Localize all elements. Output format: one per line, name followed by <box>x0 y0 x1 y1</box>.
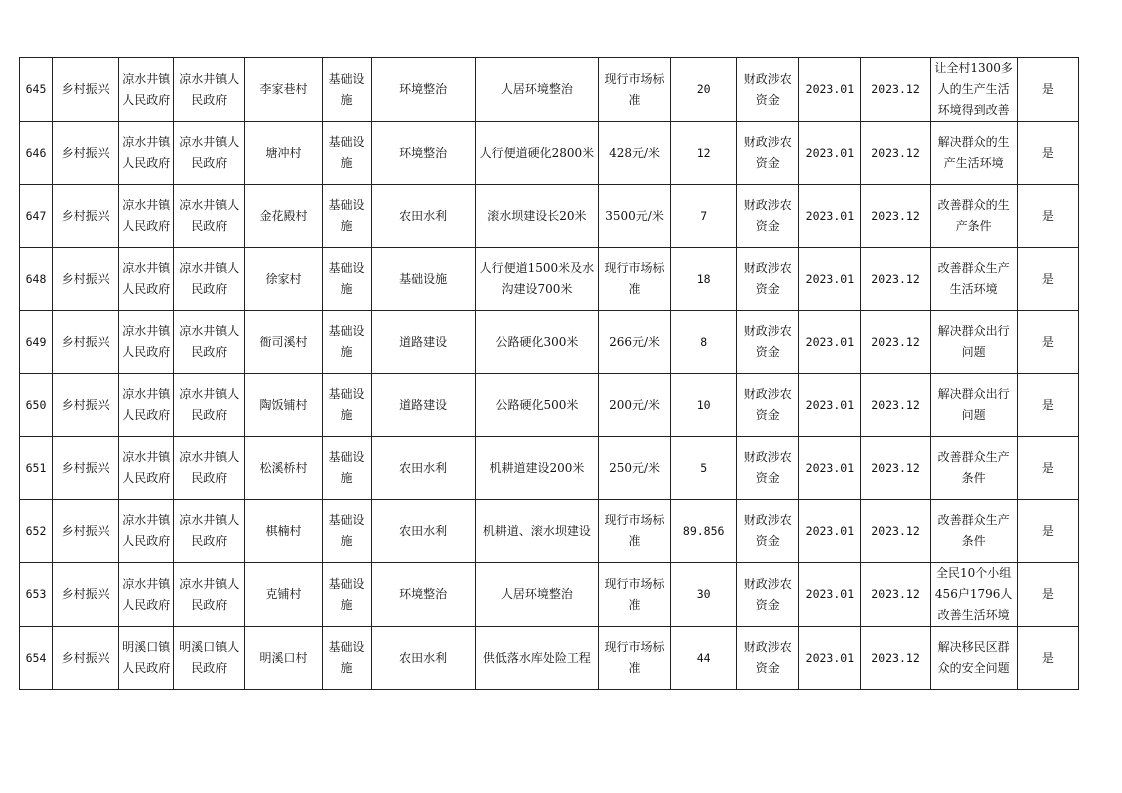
village-cell: 金花殿村 <box>245 185 322 248</box>
table-row <box>20 374 1079 437</box>
end-date-cell: 2023.12 <box>861 185 930 248</box>
responsible-unit-cell: 凉水井镇人民政府 <box>119 185 174 248</box>
implementing-unit-cell: 凉水井镇人民政府 <box>174 58 245 122</box>
table-row <box>20 627 1079 690</box>
fund-amount-cell: 7 <box>671 185 737 248</box>
fund-amount-cell: 89.856 <box>671 500 737 563</box>
implementing-unit-cell: 凉水井镇人民政府 <box>174 248 245 311</box>
project-subtype-cell: 农田水利 <box>371 627 475 690</box>
implementing-unit-cell: 凉水井镇人民政府 <box>174 122 245 185</box>
subsidy-standard-cell: 200元/米 <box>599 374 671 437</box>
implementing-unit-cell: 凉水井镇人民政府 <box>174 563 245 627</box>
row-number-cell: 646 <box>20 122 53 185</box>
construction-content-cell: 人居环境整治 <box>475 58 598 122</box>
table-row <box>20 248 1079 311</box>
start-date-cell: 2023.01 <box>799 437 861 500</box>
end-date-cell: 2023.12 <box>861 374 930 437</box>
village-cell: 棋楠村 <box>245 500 322 563</box>
village-cell: 松溪桥村 <box>245 437 322 500</box>
responsible-unit-cell: 凉水井镇人民政府 <box>119 563 174 627</box>
start-date-cell: 2023.01 <box>799 185 861 248</box>
benefit-cell: 改善群众的生产条件 <box>930 185 1017 248</box>
benefit-cell: 改善群众生产条件 <box>930 437 1017 500</box>
row-number-cell: 654 <box>20 627 53 690</box>
project-type-cell: 基础设施 <box>322 122 371 185</box>
start-date-cell: 2023.01 <box>799 311 861 374</box>
subsidy-standard-cell: 428元/米 <box>599 122 671 185</box>
table-row <box>20 500 1079 563</box>
benefit-cell: 解决群众出行问题 <box>930 311 1017 374</box>
row-number-cell: 650 <box>20 374 53 437</box>
row-number-cell: 652 <box>20 500 53 563</box>
flag-cell: 是 <box>1017 185 1078 248</box>
flag-cell: 是 <box>1017 627 1078 690</box>
subsidy-standard-cell: 现行市场标准 <box>599 58 671 122</box>
end-date-cell: 2023.12 <box>861 563 930 627</box>
responsible-unit-cell: 凉水井镇人民政府 <box>119 248 174 311</box>
category-cell: 乡村振兴 <box>53 437 119 500</box>
category-cell: 乡村振兴 <box>53 563 119 627</box>
implementing-unit-cell: 凉水井镇人民政府 <box>174 374 245 437</box>
responsible-unit-cell: 凉水井镇人民政府 <box>119 122 174 185</box>
construction-content-cell: 公路硬化300米 <box>475 311 598 374</box>
end-date-cell: 2023.12 <box>861 437 930 500</box>
flag-cell: 是 <box>1017 122 1078 185</box>
implementing-unit-cell: 凉水井镇人民政府 <box>174 311 245 374</box>
start-date-cell: 2023.01 <box>799 248 861 311</box>
category-cell: 乡村振兴 <box>53 122 119 185</box>
responsible-unit-cell: 凉水井镇人民政府 <box>119 500 174 563</box>
project-type-cell: 基础设施 <box>322 563 371 627</box>
fund-source-cell: 财政涉农资金 <box>737 563 799 627</box>
category-cell: 乡村振兴 <box>53 500 119 563</box>
project-type-cell: 基础设施 <box>322 248 371 311</box>
benefit-cell: 改善群众生产生活环境 <box>930 248 1017 311</box>
fund-amount-cell: 10 <box>671 374 737 437</box>
project-type-cell: 基础设施 <box>322 58 371 122</box>
construction-content-cell: 人居环境整治 <box>475 563 598 627</box>
benefit-cell: 解决群众的生产生活环境 <box>930 122 1017 185</box>
fund-source-cell: 财政涉农资金 <box>737 311 799 374</box>
benefit-cell: 全民10个小组456户1796人改善生活环境 <box>930 563 1017 627</box>
table-row <box>20 185 1079 248</box>
row-number-cell: 653 <box>20 563 53 627</box>
flag-cell: 是 <box>1017 58 1078 122</box>
flag-cell: 是 <box>1017 563 1078 627</box>
flag-cell: 是 <box>1017 248 1078 311</box>
table-row <box>20 58 1079 122</box>
benefit-cell: 解决群众出行问题 <box>930 374 1017 437</box>
fund-source-cell: 财政涉农资金 <box>737 58 799 122</box>
responsible-unit-cell: 凉水井镇人民政府 <box>119 311 174 374</box>
fund-amount-cell: 30 <box>671 563 737 627</box>
end-date-cell: 2023.12 <box>861 248 930 311</box>
subsidy-standard-cell: 现行市场标准 <box>599 500 671 563</box>
flag-cell: 是 <box>1017 311 1078 374</box>
project-subtype-cell: 道路建设 <box>371 311 475 374</box>
fund-amount-cell: 8 <box>671 311 737 374</box>
implementing-unit-cell: 凉水井镇人民政府 <box>174 500 245 563</box>
start-date-cell: 2023.01 <box>799 122 861 185</box>
project-type-cell: 基础设施 <box>322 374 371 437</box>
project-type-cell: 基础设施 <box>322 627 371 690</box>
project-subtype-cell: 环境整治 <box>371 122 475 185</box>
subsidy-standard-cell: 现行市场标准 <box>599 627 671 690</box>
table-body <box>20 58 1079 690</box>
project-type-cell: 基础设施 <box>322 185 371 248</box>
subsidy-standard-cell: 现行市场标准 <box>599 248 671 311</box>
implementing-unit-cell: 凉水井镇人民政府 <box>174 437 245 500</box>
project-type-cell: 基础设施 <box>322 437 371 500</box>
village-cell: 克铺村 <box>245 563 322 627</box>
fund-amount-cell: 12 <box>671 122 737 185</box>
end-date-cell: 2023.12 <box>861 58 930 122</box>
fund-amount-cell: 44 <box>671 627 737 690</box>
category-cell: 乡村振兴 <box>53 58 119 122</box>
responsible-unit-cell: 凉水井镇人民政府 <box>119 374 174 437</box>
row-number-cell: 651 <box>20 437 53 500</box>
end-date-cell: 2023.12 <box>861 500 930 563</box>
row-number-cell: 645 <box>20 58 53 122</box>
start-date-cell: 2023.01 <box>799 563 861 627</box>
table-row <box>20 311 1079 374</box>
table-row <box>20 563 1079 627</box>
construction-content-cell: 人行便道硬化2800米 <box>475 122 598 185</box>
row-number-cell: 648 <box>20 248 53 311</box>
project-subtype-cell: 道路建设 <box>371 374 475 437</box>
project-table <box>19 57 1079 690</box>
start-date-cell: 2023.01 <box>799 500 861 563</box>
responsible-unit-cell: 凉水井镇人民政府 <box>119 58 174 122</box>
project-type-cell: 基础设施 <box>322 311 371 374</box>
flag-cell: 是 <box>1017 374 1078 437</box>
construction-content-cell: 机耕道建设200米 <box>475 437 598 500</box>
implementing-unit-cell: 凉水井镇人民政府 <box>174 185 245 248</box>
start-date-cell: 2023.01 <box>799 627 861 690</box>
table-row <box>20 437 1079 500</box>
end-date-cell: 2023.12 <box>861 311 930 374</box>
responsible-unit-cell: 明溪口镇人民政府 <box>119 627 174 690</box>
fund-source-cell: 财政涉农资金 <box>737 185 799 248</box>
village-cell: 陶饭铺村 <box>245 374 322 437</box>
category-cell: 乡村振兴 <box>53 311 119 374</box>
fund-source-cell: 财政涉农资金 <box>737 122 799 185</box>
project-type-cell: 基础设施 <box>322 500 371 563</box>
construction-content-cell: 机耕道、滚水坝建设 <box>475 500 598 563</box>
project-subtype-cell: 农田水利 <box>371 500 475 563</box>
subsidy-standard-cell: 250元/米 <box>599 437 671 500</box>
fund-amount-cell: 20 <box>671 58 737 122</box>
row-number-cell: 647 <box>20 185 53 248</box>
village-cell: 塘冲村 <box>245 122 322 185</box>
flag-cell: 是 <box>1017 500 1078 563</box>
benefit-cell: 改善群众生产条件 <box>930 500 1017 563</box>
benefit-cell: 解决移民区群众的安全问题 <box>930 627 1017 690</box>
fund-source-cell: 财政涉农资金 <box>737 437 799 500</box>
category-cell: 乡村振兴 <box>53 627 119 690</box>
row-number-cell: 649 <box>20 311 53 374</box>
construction-content-cell: 供低落水库处险工程 <box>475 627 598 690</box>
village-cell: 明溪口村 <box>245 627 322 690</box>
category-cell: 乡村振兴 <box>53 185 119 248</box>
benefit-cell: 让全村1300多人的生产生活环境得到改善 <box>930 58 1017 122</box>
end-date-cell: 2023.12 <box>861 122 930 185</box>
fund-source-cell: 财政涉农资金 <box>737 248 799 311</box>
village-cell: 徐家村 <box>245 248 322 311</box>
project-subtype-cell: 农田水利 <box>371 437 475 500</box>
project-subtype-cell: 环境整治 <box>371 58 475 122</box>
flag-cell: 是 <box>1017 437 1078 500</box>
fund-amount-cell: 5 <box>671 437 737 500</box>
construction-content-cell: 滚水坝建设长20米 <box>475 185 598 248</box>
project-subtype-cell: 环境整治 <box>371 563 475 627</box>
category-cell: 乡村振兴 <box>53 374 119 437</box>
start-date-cell: 2023.01 <box>799 58 861 122</box>
responsible-unit-cell: 凉水井镇人民政府 <box>119 437 174 500</box>
village-cell: 衙司溪村 <box>245 311 322 374</box>
start-date-cell: 2023.01 <box>799 374 861 437</box>
subsidy-standard-cell: 266元/米 <box>599 311 671 374</box>
construction-content-cell: 公路硬化500米 <box>475 374 598 437</box>
project-subtype-cell: 基础设施 <box>371 248 475 311</box>
fund-source-cell: 财政涉农资金 <box>737 374 799 437</box>
table-row <box>20 122 1079 185</box>
village-cell: 李家巷村 <box>245 58 322 122</box>
fund-amount-cell: 18 <box>671 248 737 311</box>
subsidy-standard-cell: 3500元/米 <box>599 185 671 248</box>
fund-source-cell: 财政涉农资金 <box>737 500 799 563</box>
fund-source-cell: 财政涉农资金 <box>737 627 799 690</box>
project-subtype-cell: 农田水利 <box>371 185 475 248</box>
category-cell: 乡村振兴 <box>53 248 119 311</box>
end-date-cell: 2023.12 <box>861 627 930 690</box>
implementing-unit-cell: 明溪口镇人民政府 <box>174 627 245 690</box>
construction-content-cell: 人行便道1500米及水沟建设700米 <box>475 248 598 311</box>
subsidy-standard-cell: 现行市场标准 <box>599 563 671 627</box>
